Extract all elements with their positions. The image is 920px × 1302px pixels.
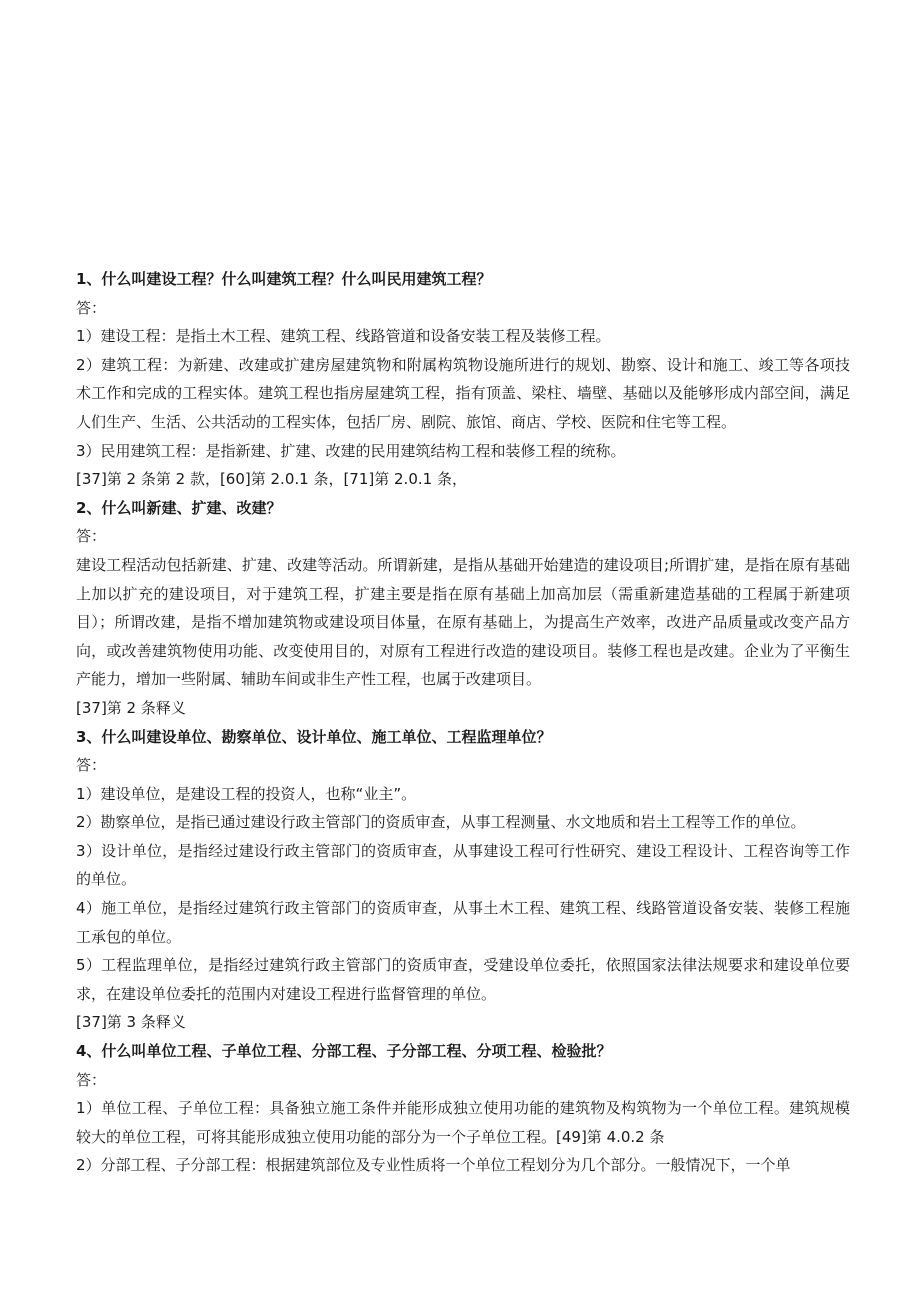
answer-label: 答： (76, 1070, 107, 1089)
answer-label: 答： (76, 298, 107, 317)
paragraph: 3）民用建筑工程：是指新建、扩建、改建的民用建筑结构工程和装修工程的统称。 (76, 441, 626, 460)
paragraph: 2）建筑工程：为新建、改建或扩建房屋建筑物和附属构筑物设施所进行的规划、勘察、设计和施工、竣工等各项技术工作和完成的工程实体。建筑工程也指房屋建筑工程，指有顶盖、梁柱、墙壁、基础以及能够形成内部空间，满足人们生产、生活、公共活动的工程实体，包括厂房、剧院、旅馆、商店、学校、医院和住宅等工程。 (76, 355, 850, 431)
paragraph: 1）建设工程：是指土木工程、建筑工程、线路管道和设备安装工程及装修工程。 (76, 327, 611, 346)
paragraph: 4）施工单位，是指经过建筑行政主管部门的资质审查，从事土木工程、建筑工程、线路管道设备安装、装修工程施工承包的单位。 (76, 899, 850, 946)
paragraph: 5）工程监理单位，是指经过建筑行政主管部门的资质审查，受建设单位委托，依照国家法律法规要求和建设单位要求，在建设单位委托的范围内对建设工程进行监督管理的单位。 (76, 956, 850, 1003)
answer-label: 答： (76, 527, 107, 546)
question-heading: 4、什么叫单位工程、子单位工程、分部工程、子分部工程、分项工程、检验批？ (76, 1042, 612, 1061)
document-body (76, 265, 850, 1180)
paragraph: 2）分部工程、子分部工程：根据建筑部位及专业性质将一个单位工程划分为几个部分。一般情况下，一个单 (76, 1156, 791, 1175)
reference: [37]第 2 条第 2 款，[60]第 2.0.1 条，[71]第 2.0.1 条， (76, 470, 467, 489)
reference: [37]第 3 条释义 (76, 1013, 186, 1032)
paragraph: 建设工程活动包括新建、扩建、改建等活动。所谓新建，是指从基础开始建造的建设项目;所谓扩建，是指在原有基础上加以扩充的建设项目，对于建筑工程，扩建主要是指在原有基础上加高加层（需重新建造基础的工程属于新建项目）；所谓改建，是指不增加建筑物或建设项目体量，在原有基础上，为提高生产效率，改进产品质量或改变产品方向，或改善建筑物使用功能、改变使用目的，对原有工程进行改造的建设项目。装修工程也是改建。企业为了平衡生产能力，增加一些附属、辅助车间或非生产性工程，也属于改建项目。 (76, 555, 850, 689)
paragraph: 2）勘察单位，是指已通过建设行政主管部门的资质审查，从事工程测量、水文地质和岩土工程等工作的单位。 (76, 813, 806, 832)
question-heading: 3、什么叫建设单位、勘察单位、设计单位、施工单位、工程监理单位？ (76, 727, 552, 746)
reference: [37]第 2 条释义 (76, 698, 186, 717)
paragraph: 1）建设单位，是建设工程的投资人，也称“业主”。 (76, 784, 417, 803)
answer-label: 答： (76, 756, 107, 775)
question-heading: 2、什么叫新建、扩建、改建？ (76, 498, 282, 517)
question-heading: 1、什么叫建设工程？什么叫建筑工程？什么叫民用建筑工程？ (76, 270, 492, 288)
paragraph: 3）设计单位，是指经过建设行政主管部门的资质审查，从事建设工程可行性研究、建设工程设计、工程咨询等工作的单位。 (76, 841, 850, 889)
paragraph: 1）单位工程、子单位工程：具备独立施工条件并能形成独立使用功能的建筑物及构筑物为一个单位工程。建筑规模较大的单位工程，可将其能形成独立使用功能的部分为一个子单位工程。[49]第 4.0.2 条 (76, 1099, 850, 1146)
